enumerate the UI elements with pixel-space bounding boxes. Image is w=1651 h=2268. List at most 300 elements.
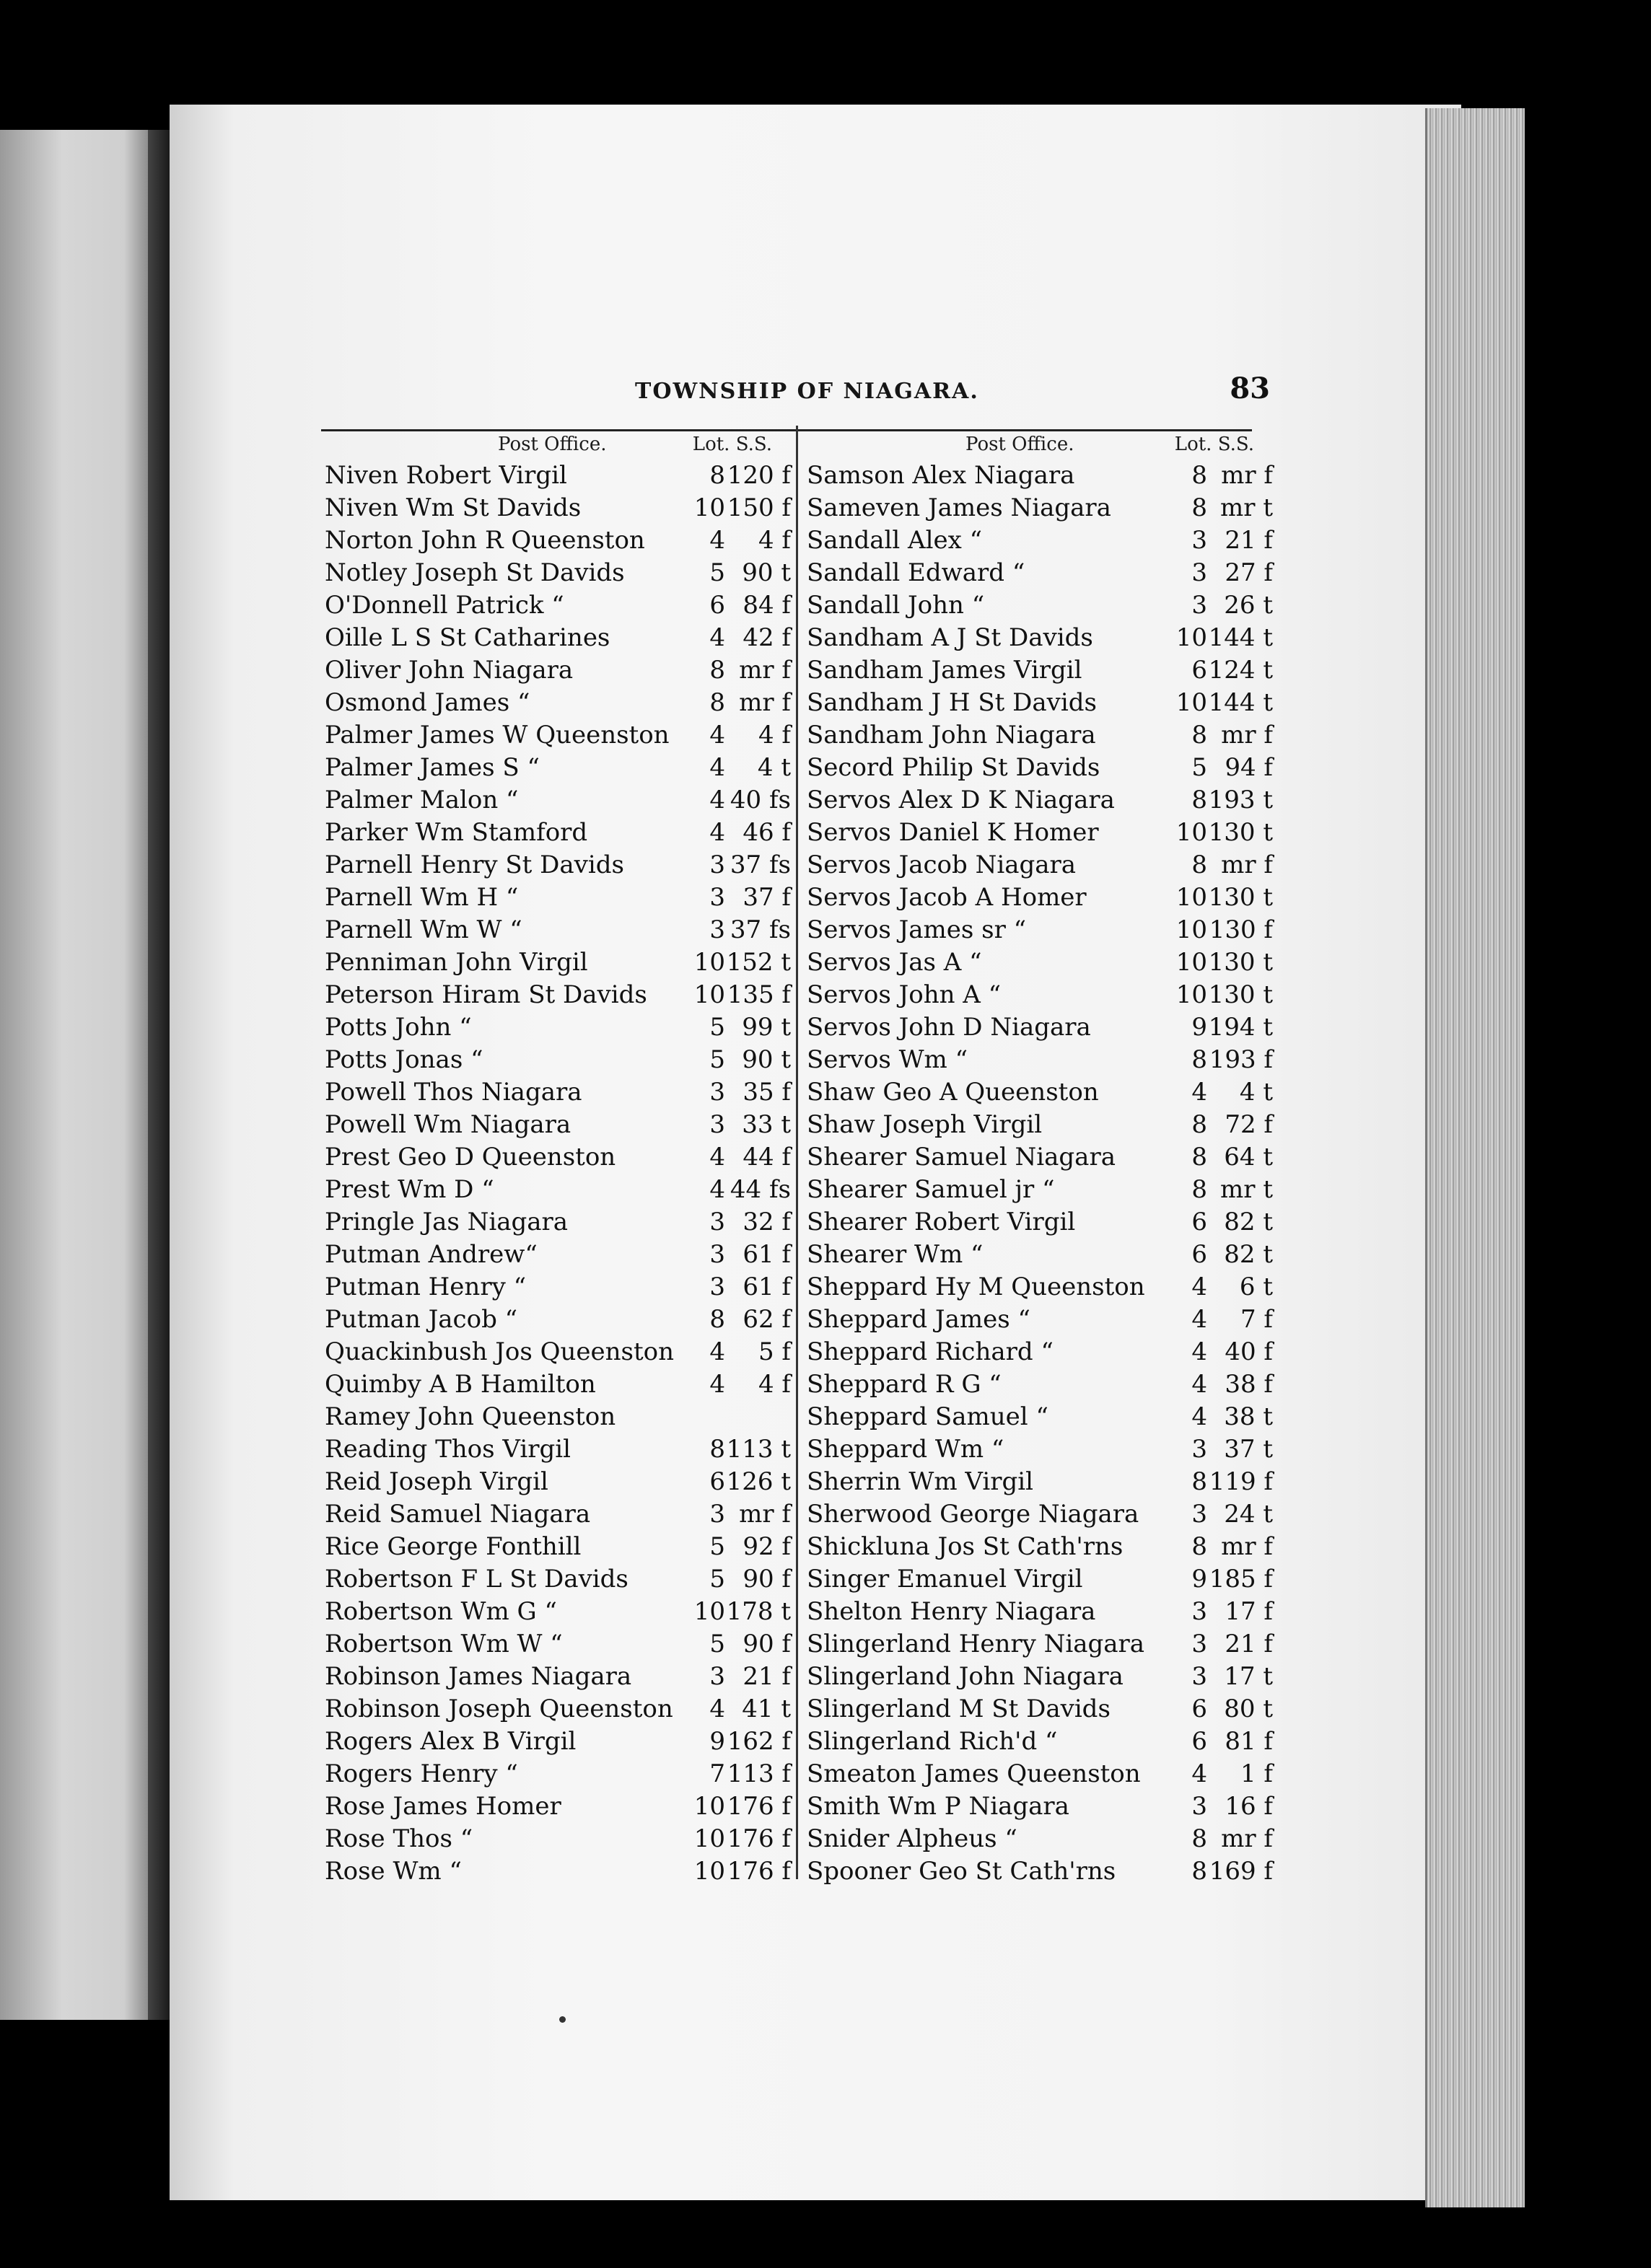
entry-lot: 4 bbox=[709, 623, 725, 652]
directory-entry bbox=[325, 914, 794, 946]
entry-name: Osmond James “ bbox=[325, 688, 530, 717]
entry-lot: 8 bbox=[1191, 1857, 1207, 1886]
entry-name: Parker Wm Stamford bbox=[325, 818, 588, 847]
entry-lot: 3 bbox=[1191, 1662, 1207, 1691]
entry-lot: 10 bbox=[693, 493, 725, 522]
directory-entry bbox=[325, 654, 794, 687]
directory-entry bbox=[807, 1271, 1276, 1304]
directory-entry bbox=[325, 1206, 794, 1239]
entry-ss: 37 f bbox=[743, 883, 791, 912]
entry-name: Shelton Henry Niagara bbox=[807, 1597, 1096, 1626]
entry-lot: 3 bbox=[1191, 1792, 1207, 1821]
column-header-right bbox=[807, 429, 1276, 460]
entry-ss: 194 t bbox=[1208, 1013, 1273, 1042]
entry-ss: 37 t bbox=[1224, 1435, 1273, 1464]
directory-entry bbox=[325, 1011, 794, 1044]
entry-ss: 82 t bbox=[1224, 1208, 1273, 1236]
entry-name: Snider Alpheus “ bbox=[807, 1824, 1017, 1853]
directory-column-right bbox=[807, 429, 1276, 1894]
entry-name: Palmer James S “ bbox=[325, 753, 540, 782]
directory-entry bbox=[807, 1628, 1276, 1661]
entry-name: Putman Andrew“ bbox=[325, 1240, 538, 1269]
directory-entry bbox=[325, 492, 794, 524]
entry-ss: mr f bbox=[1221, 461, 1273, 490]
entry-name: Shickluna Jos St Cath'rns bbox=[807, 1532, 1124, 1561]
entry-name: Rogers Alex B Virgil bbox=[325, 1727, 577, 1756]
facing-page-edge bbox=[0, 130, 155, 2020]
directory-entry bbox=[325, 557, 794, 589]
directory-entry bbox=[807, 1823, 1276, 1855]
directory-entry bbox=[325, 589, 794, 622]
entry-ss: 144 t bbox=[1208, 623, 1273, 652]
entry-lot: 10 bbox=[1175, 688, 1207, 717]
directory-entry bbox=[807, 1206, 1276, 1239]
directory-entry bbox=[807, 1758, 1276, 1790]
entry-lot: 8 bbox=[1191, 1143, 1207, 1172]
directory-entry bbox=[807, 1336, 1276, 1368]
post-office-heading: Post Office. bbox=[498, 434, 607, 455]
directory-entry bbox=[807, 622, 1276, 654]
entry-lot: 7 bbox=[709, 1759, 725, 1788]
entry-name: Potts Jonas “ bbox=[325, 1045, 483, 1074]
directory-entry bbox=[325, 1433, 794, 1466]
entry-ss: 176 f bbox=[727, 1792, 791, 1821]
directory-entry bbox=[807, 784, 1276, 817]
entry-name: Sandham James Virgil bbox=[807, 656, 1082, 685]
entry-lot: 5 bbox=[709, 558, 725, 587]
directory-entry bbox=[807, 1563, 1276, 1596]
entry-lot: 10 bbox=[1175, 623, 1207, 652]
directory-entry bbox=[325, 1401, 794, 1433]
entry-ss: 61 f bbox=[743, 1240, 791, 1269]
entry-name: Reid Joseph Virgil bbox=[325, 1467, 548, 1496]
directory-entry bbox=[325, 1823, 794, 1855]
entry-name: Pringle Jas Niagara bbox=[325, 1208, 569, 1236]
entry-ss: 84 f bbox=[743, 591, 791, 620]
entry-ss: 38 t bbox=[1224, 1402, 1273, 1431]
entry-ss: 40 f bbox=[1225, 1337, 1273, 1366]
directory-entry bbox=[325, 1855, 794, 1888]
directory-entry bbox=[807, 1596, 1276, 1628]
directory-entry bbox=[807, 914, 1276, 946]
directory-entry bbox=[807, 654, 1276, 687]
entry-name: Rose Wm “ bbox=[325, 1857, 462, 1886]
entry-name: Sameven James Niagara bbox=[807, 493, 1111, 522]
entry-ss: 21 f bbox=[743, 1662, 791, 1691]
entry-lot: 8 bbox=[1191, 1824, 1207, 1853]
entry-name: Putman Jacob “ bbox=[325, 1305, 518, 1334]
entry-lot: 3 bbox=[709, 915, 725, 944]
entry-lot: 4 bbox=[1191, 1402, 1207, 1431]
entry-ss: 94 f bbox=[1225, 753, 1273, 782]
entry-lot: 8 bbox=[1191, 786, 1207, 814]
entry-lot: 3 bbox=[1191, 1597, 1207, 1626]
entry-ss: 176 f bbox=[727, 1857, 791, 1886]
directory-entry bbox=[325, 1368, 794, 1401]
entry-lot: 10 bbox=[693, 1792, 725, 1821]
entry-ss: 46 f bbox=[743, 818, 791, 847]
entry-lot: 3 bbox=[709, 1500, 725, 1529]
lot-ss-heading: Lot. S.S. bbox=[1174, 434, 1254, 455]
entry-name: Servos John A “ bbox=[807, 980, 1002, 1009]
entry-name: Quimby A B Hamilton bbox=[325, 1370, 596, 1399]
entry-lot: 8 bbox=[709, 1435, 725, 1464]
directory-entry bbox=[325, 1141, 794, 1174]
entry-lot: 5 bbox=[709, 1630, 725, 1658]
entry-lot: 3 bbox=[1191, 591, 1207, 620]
entry-lot: 3 bbox=[709, 850, 725, 879]
directory-entry bbox=[807, 1304, 1276, 1336]
directory-entry bbox=[807, 687, 1276, 719]
entry-name: Robertson Wm W “ bbox=[325, 1630, 563, 1658]
directory-entry bbox=[807, 1109, 1276, 1141]
entry-ss: 150 f bbox=[727, 493, 791, 522]
entry-lot: 8 bbox=[1191, 461, 1207, 490]
directory-entry bbox=[807, 1661, 1276, 1693]
directory-entry bbox=[325, 1076, 794, 1109]
entry-lot: 3 bbox=[1191, 526, 1207, 555]
entry-lot: 3 bbox=[709, 1208, 725, 1236]
entry-name: Sheppard Richard “ bbox=[807, 1337, 1054, 1366]
entry-name: Robinson James Niagara bbox=[325, 1662, 632, 1691]
entry-name: Servos Jas A “ bbox=[807, 948, 982, 977]
entry-ss: 82 t bbox=[1224, 1240, 1273, 1269]
entry-lot: 8 bbox=[1191, 1045, 1207, 1074]
entry-name: Sheppard R G “ bbox=[807, 1370, 1002, 1399]
entry-name: Robinson Joseph Queenston bbox=[325, 1695, 673, 1723]
entry-ss: 90 f bbox=[743, 1630, 791, 1658]
entry-name: Parnell Henry St Davids bbox=[325, 850, 624, 879]
entry-ss: 37 fs bbox=[730, 915, 791, 944]
entry-ss: mr t bbox=[1220, 1175, 1273, 1204]
entry-name: Rice George Fonthill bbox=[325, 1532, 582, 1561]
entry-name: Samson Alex Niagara bbox=[807, 461, 1075, 490]
entry-ss: 32 f bbox=[743, 1208, 791, 1236]
entry-name: Servos Jacob Niagara bbox=[807, 850, 1077, 879]
entry-name: Smith Wm P Niagara bbox=[807, 1792, 1069, 1821]
entry-lot: 4 bbox=[709, 786, 725, 814]
entry-ss: mr f bbox=[739, 688, 791, 717]
entry-name: Powell Wm Niagara bbox=[325, 1110, 572, 1139]
entry-lot: 4 bbox=[1191, 1370, 1207, 1399]
entry-name: Secord Philip St Davids bbox=[807, 753, 1100, 782]
directory-entry bbox=[807, 524, 1276, 557]
entry-lot: 8 bbox=[1191, 493, 1207, 522]
entry-lot: 8 bbox=[1191, 1532, 1207, 1561]
entry-ss: 38 f bbox=[1225, 1370, 1273, 1399]
entry-ss: 17 f bbox=[1225, 1597, 1273, 1626]
directory-entry bbox=[325, 687, 794, 719]
directory-entry bbox=[807, 492, 1276, 524]
directory-entry bbox=[807, 1141, 1276, 1174]
directory-entry bbox=[325, 1304, 794, 1336]
entry-name: Sandall Edward “ bbox=[807, 558, 1025, 587]
directory-entry bbox=[807, 1076, 1276, 1109]
entry-name: Ramey John Queenston bbox=[325, 1402, 616, 1431]
entry-ss: 130 t bbox=[1208, 948, 1273, 977]
entry-ss: 120 f bbox=[727, 461, 791, 490]
entry-name: Sheppard Samuel “ bbox=[807, 1402, 1048, 1431]
directory-entry bbox=[807, 557, 1276, 589]
entry-ss: 193 f bbox=[1209, 1045, 1273, 1074]
entry-lot: 3 bbox=[709, 1662, 725, 1691]
entry-ss: 178 t bbox=[726, 1597, 791, 1626]
entry-lot: 10 bbox=[1175, 980, 1207, 1009]
directory-entry bbox=[325, 1693, 794, 1726]
entry-ss: 17 t bbox=[1224, 1662, 1273, 1691]
entry-lot: 6 bbox=[709, 1467, 725, 1496]
entry-ss: mr f bbox=[1221, 721, 1273, 750]
entry-lot: 10 bbox=[693, 1857, 725, 1886]
entry-lot: 6 bbox=[709, 591, 725, 620]
entry-name: Shearer Samuel jr “ bbox=[807, 1175, 1055, 1204]
print-dot bbox=[559, 2016, 566, 2023]
entry-ss: 40 fs bbox=[730, 786, 791, 814]
entry-name: Shearer Wm “ bbox=[807, 1240, 984, 1269]
entry-ss: 44 fs bbox=[730, 1175, 791, 1204]
directory-entry bbox=[325, 1109, 794, 1141]
entry-lot: 4 bbox=[709, 721, 725, 750]
entry-lot: 4 bbox=[709, 1175, 725, 1204]
entry-ss: mr t bbox=[1220, 493, 1273, 522]
entry-name: Oliver John Niagara bbox=[325, 656, 574, 685]
entry-name: Sandall Alex “ bbox=[807, 526, 982, 555]
entry-name: Reid Samuel Niagara bbox=[325, 1500, 591, 1529]
entry-name: Palmer James W Queenston bbox=[325, 721, 670, 750]
entry-ss: 99 t bbox=[742, 1013, 791, 1042]
directory-entry bbox=[325, 1790, 794, 1823]
entry-name: Sandall John “ bbox=[807, 591, 985, 620]
directory-entry bbox=[807, 882, 1276, 914]
directory-rows-right bbox=[807, 460, 1276, 1888]
entry-ss: 113 f bbox=[727, 1759, 791, 1788]
entry-lot: 3 bbox=[1191, 1435, 1207, 1464]
entry-ss: 169 f bbox=[1209, 1857, 1273, 1886]
entry-name: Servos James sr “ bbox=[807, 915, 1027, 944]
directory-entry bbox=[325, 1044, 794, 1076]
directory-entry bbox=[325, 460, 794, 492]
directory-entry bbox=[807, 1726, 1276, 1758]
entry-lot: 3 bbox=[1191, 558, 1207, 587]
entry-ss: 130 f bbox=[1209, 915, 1273, 944]
entry-name: Sandham J H St Davids bbox=[807, 688, 1097, 717]
directory-entry bbox=[325, 1498, 794, 1531]
directory-entry bbox=[807, 1011, 1276, 1044]
entry-ss: 4 f bbox=[758, 1370, 791, 1399]
directory-entry bbox=[325, 1628, 794, 1661]
page-header bbox=[635, 372, 1270, 422]
directory-entry bbox=[807, 1498, 1276, 1531]
directory-entry bbox=[325, 1661, 794, 1693]
entry-lot: 5 bbox=[1191, 753, 1207, 782]
entry-name: O'Donnell Patrick “ bbox=[325, 591, 564, 620]
directory-entry bbox=[325, 784, 794, 817]
entry-ss: mr f bbox=[739, 1500, 791, 1529]
entry-name: Penniman John Virgil bbox=[325, 948, 588, 977]
entry-lot: 4 bbox=[1191, 1305, 1207, 1334]
entry-name: Robertson Wm G “ bbox=[325, 1597, 557, 1626]
entry-ss: 144 t bbox=[1208, 688, 1273, 717]
directory-rows-left bbox=[325, 460, 794, 1888]
directory-entry bbox=[325, 1758, 794, 1790]
entry-lot: 8 bbox=[709, 656, 725, 685]
directory-entry bbox=[807, 817, 1276, 849]
entry-lot: 4 bbox=[709, 1143, 725, 1172]
entry-ss: 130 t bbox=[1208, 818, 1273, 847]
entry-ss: 130 t bbox=[1208, 883, 1273, 912]
entry-name: Servos Alex D K Niagara bbox=[807, 786, 1115, 814]
directory-entry bbox=[807, 1693, 1276, 1726]
entry-name: Quackinbush Jos Queenston bbox=[325, 1337, 675, 1366]
entry-ss: 7 f bbox=[1240, 1305, 1273, 1334]
directory-entry bbox=[807, 979, 1276, 1011]
entry-lot: 3 bbox=[709, 883, 725, 912]
entry-ss: 130 t bbox=[1208, 980, 1273, 1009]
entry-ss: 44 f bbox=[743, 1143, 791, 1172]
entry-ss: 33 t bbox=[742, 1110, 791, 1139]
column-header-left bbox=[325, 429, 794, 460]
entry-lot: 6 bbox=[1191, 656, 1207, 685]
entry-ss: 27 f bbox=[1225, 558, 1273, 587]
entry-name: Putman Henry “ bbox=[325, 1273, 526, 1301]
entry-name: Shaw Joseph Virgil bbox=[807, 1110, 1043, 1139]
entry-lot: 4 bbox=[1191, 1078, 1207, 1107]
entry-lot: 8 bbox=[1191, 850, 1207, 879]
entry-name: Powell Thos Niagara bbox=[325, 1078, 582, 1107]
entry-ss: 90 t bbox=[742, 558, 791, 587]
entry-ss: 81 f bbox=[1225, 1727, 1273, 1756]
directory-entry bbox=[807, 849, 1276, 882]
entry-ss: 80 t bbox=[1224, 1695, 1273, 1723]
entry-lot: 8 bbox=[1191, 1110, 1207, 1139]
entry-name: Shaw Geo A Queenston bbox=[807, 1078, 1099, 1107]
directory-entry bbox=[807, 1401, 1276, 1433]
entry-ss: 6 t bbox=[1239, 1273, 1273, 1301]
directory-entry bbox=[325, 1174, 794, 1206]
entry-name: Slingerland Henry Niagara bbox=[807, 1630, 1145, 1658]
entry-lot: 4 bbox=[1191, 1337, 1207, 1366]
entry-ss: 37 fs bbox=[730, 850, 791, 879]
entry-name: Oille L S St Catharines bbox=[325, 623, 610, 652]
entry-name: Singer Emanuel Virgil bbox=[807, 1565, 1083, 1594]
running-title: TOWNSHIP OF NIAGARA. bbox=[635, 379, 979, 404]
entry-lot: 3 bbox=[1191, 1630, 1207, 1658]
entry-ss: 92 f bbox=[743, 1532, 791, 1561]
directory-entry bbox=[807, 1855, 1276, 1888]
entry-lot: 4 bbox=[709, 818, 725, 847]
directory-entry bbox=[325, 622, 794, 654]
entry-ss: 72 f bbox=[1225, 1110, 1273, 1139]
entry-ss: 4 f bbox=[758, 721, 791, 750]
entry-name: Niven Robert Virgil bbox=[325, 461, 567, 490]
entry-lot: 3 bbox=[1191, 1500, 1207, 1529]
entry-name: Servos Jacob A Homer bbox=[807, 883, 1087, 912]
entry-ss: mr f bbox=[1221, 850, 1273, 879]
entry-ss: 193 t bbox=[1208, 786, 1273, 814]
entry-ss: 26 t bbox=[1224, 591, 1273, 620]
directory-entry bbox=[325, 1596, 794, 1628]
directory-entry bbox=[807, 946, 1276, 979]
entry-ss: 5 f bbox=[758, 1337, 791, 1366]
column-divider bbox=[796, 426, 798, 1879]
entry-name: Sheppard Wm “ bbox=[807, 1435, 1004, 1464]
entry-ss: 42 f bbox=[743, 623, 791, 652]
directory-entry bbox=[807, 589, 1276, 622]
directory-entry bbox=[325, 524, 794, 557]
entry-ss: 119 f bbox=[1209, 1467, 1273, 1496]
entry-lot: 5 bbox=[709, 1532, 725, 1561]
entry-name: Rose James Homer bbox=[325, 1792, 561, 1821]
entry-ss: 64 t bbox=[1224, 1143, 1273, 1172]
entry-name: Palmer Malon “ bbox=[325, 786, 519, 814]
directory-entry bbox=[325, 979, 794, 1011]
directory-entry bbox=[807, 719, 1276, 752]
entry-name: Rogers Henry “ bbox=[325, 1759, 518, 1788]
entry-lot: 6 bbox=[1191, 1240, 1207, 1269]
entry-ss: 35 f bbox=[743, 1078, 791, 1107]
entry-name: Parnell Wm H “ bbox=[325, 883, 519, 912]
entry-lot: 8 bbox=[709, 1305, 725, 1334]
entry-name: Prest Wm D “ bbox=[325, 1175, 494, 1204]
entry-ss: 126 t bbox=[726, 1467, 791, 1496]
directory-entry bbox=[807, 1044, 1276, 1076]
entry-lot: 5 bbox=[709, 1013, 725, 1042]
entry-lot: 8 bbox=[1191, 1467, 1207, 1496]
entry-lot: 4 bbox=[709, 1337, 725, 1366]
entry-lot: 9 bbox=[1191, 1013, 1207, 1042]
entry-name: Servos Wm “ bbox=[807, 1045, 968, 1074]
entry-name: Sheppard Hy M Queenston bbox=[807, 1273, 1145, 1301]
entry-ss: mr f bbox=[1221, 1824, 1273, 1853]
entry-lot: 6 bbox=[1191, 1727, 1207, 1756]
directory-entry bbox=[325, 882, 794, 914]
entry-name: Prest Geo D Queenston bbox=[325, 1143, 616, 1172]
entry-ss: 4 f bbox=[758, 526, 791, 555]
directory-entry bbox=[807, 460, 1276, 492]
entry-name: Slingerland M St Davids bbox=[807, 1695, 1111, 1723]
directory-entry bbox=[325, 1239, 794, 1271]
directory-entry bbox=[807, 1433, 1276, 1466]
entry-name: Shearer Samuel Niagara bbox=[807, 1143, 1116, 1172]
entry-ss: mr f bbox=[739, 656, 791, 685]
lot-ss-heading: Lot. S.S. bbox=[692, 434, 772, 455]
entry-name: Smeaton James Queenston bbox=[807, 1759, 1141, 1788]
entry-lot: 4 bbox=[709, 526, 725, 555]
directory-entry bbox=[807, 1466, 1276, 1498]
book-gutter bbox=[148, 130, 170, 2020]
entry-lot: 3 bbox=[709, 1273, 725, 1301]
directory-entry bbox=[325, 1563, 794, 1596]
entry-lot: 10 bbox=[1175, 883, 1207, 912]
entry-lot: 8 bbox=[1191, 1175, 1207, 1204]
entry-name: Servos John D Niagara bbox=[807, 1013, 1091, 1042]
directory-entry bbox=[325, 1726, 794, 1758]
entry-ss: 162 f bbox=[727, 1727, 791, 1756]
entry-name: Servos Daniel K Homer bbox=[807, 818, 1099, 847]
entry-lot: 8 bbox=[709, 461, 725, 490]
entry-lot: 5 bbox=[709, 1045, 725, 1074]
entry-ss: 61 f bbox=[743, 1273, 791, 1301]
entry-name: Sherrin Wm Virgil bbox=[807, 1467, 1033, 1496]
entry-lot: 10 bbox=[1175, 915, 1207, 944]
entry-ss: 152 t bbox=[726, 948, 791, 977]
entry-lot: 3 bbox=[709, 1110, 725, 1139]
entry-lot: 5 bbox=[709, 1565, 725, 1594]
entry-name: Norton John R Queenston bbox=[325, 526, 645, 555]
entry-ss: 24 t bbox=[1224, 1500, 1273, 1529]
page-edges bbox=[1425, 108, 1525, 2207]
entry-name: Slingerland Rich'd “ bbox=[807, 1727, 1058, 1756]
